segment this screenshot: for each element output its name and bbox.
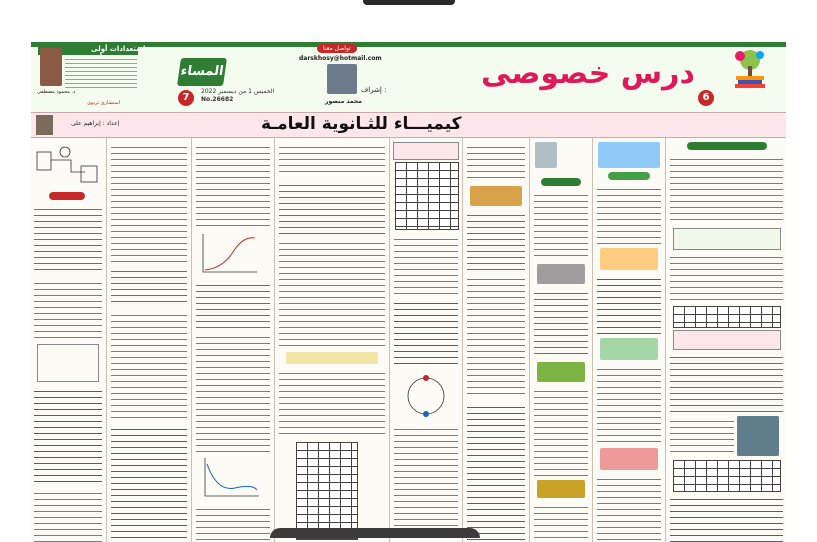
column-6 <box>464 138 528 542</box>
column-7 <box>531 138 591 542</box>
column-7-text-a <box>534 190 588 260</box>
columnist-text <box>65 56 137 90</box>
issue-number: No.26682 <box>201 96 234 103</box>
newspaper-logo: المساء <box>177 58 227 86</box>
column-7-image-d <box>537 480 585 498</box>
subject-banner <box>31 112 786 138</box>
supervisor-photo <box>327 64 357 94</box>
column-2-text-d <box>111 424 187 542</box>
column-4-text-a <box>279 142 385 176</box>
columnist-title: استشارى تربوى <box>87 100 121 106</box>
column-3-text-a <box>196 142 270 228</box>
columnist-banner-label: استعدادات أولى <box>91 45 146 53</box>
column-3-text-c <box>196 332 270 452</box>
column-8-image-a <box>598 142 660 168</box>
column-9-text-e <box>670 494 783 542</box>
column-4-text-c <box>279 238 385 348</box>
column-1-heading <box>49 192 85 200</box>
column-divider <box>106 138 107 542</box>
column-5-text-a <box>394 234 458 294</box>
bottom-shadow <box>270 528 480 538</box>
column-1 <box>31 138 105 542</box>
column-7-text-c <box>534 386 588 476</box>
column-divider <box>274 138 275 542</box>
column-9-text-a <box>670 154 783 224</box>
column-1-text-c <box>34 386 102 482</box>
column-6-text-c <box>467 274 525 398</box>
periodic-table <box>395 162 459 230</box>
issue-date: الخميس 1 من ديسمبر 2022 <box>201 88 275 95</box>
lab-apparatus-diagram <box>35 142 101 188</box>
column-6-text-b <box>467 210 525 270</box>
column-8-text-c <box>597 364 661 444</box>
column-1-text-d <box>34 488 102 542</box>
column-divider <box>665 138 666 542</box>
author-photo <box>36 115 53 135</box>
newspaper-spread <box>31 42 786 542</box>
contact-badge: تواصل معنا <box>317 44 357 53</box>
column-1-equation-box <box>37 344 99 382</box>
ribbon-callout <box>286 352 378 364</box>
column-4-text-d <box>279 368 385 438</box>
prepared-by: إعداد : إبراهيم على <box>71 120 120 127</box>
column-5-heading-box <box>393 142 459 160</box>
column-8 <box>594 138 664 542</box>
column-1-text-a <box>34 204 102 274</box>
column-9-highlight-box <box>673 330 781 350</box>
columnist-name: د. محمود مصطفى <box>37 89 76 95</box>
page-header <box>31 42 786 112</box>
column-divider <box>462 138 463 542</box>
column-4 <box>276 138 388 542</box>
column-8-text-b <box>597 274 661 334</box>
column-7-heading <box>541 178 581 186</box>
page-number-left: 7 <box>178 90 194 106</box>
column-7-text-d <box>534 502 588 542</box>
window-top-handle <box>363 0 455 5</box>
column-9-text-c <box>670 352 783 412</box>
data-table <box>296 442 358 540</box>
column-9-text-b <box>670 252 783 302</box>
column-2-text-b <box>111 266 187 306</box>
column-8-text-d <box>597 474 661 542</box>
column-3-text-d <box>196 504 270 542</box>
column-2-text-a <box>111 142 187 262</box>
column-8-image-b <box>600 248 658 270</box>
column-8-image-c <box>600 338 658 360</box>
column-7-image-c <box>537 362 585 382</box>
column-9-table-a <box>673 306 781 328</box>
columnist-photo <box>40 48 62 86</box>
contact-email[interactable]: darskhosy@hotmail.com <box>299 55 382 62</box>
column-divider <box>389 138 390 542</box>
column-9-image <box>737 416 779 456</box>
column-6-text-a <box>467 142 525 182</box>
column-7-image-a <box>535 142 557 168</box>
supervision-block <box>297 42 387 108</box>
column-1-text-b <box>34 278 102 338</box>
column-8-image-d <box>600 448 658 470</box>
column-9 <box>667 138 786 542</box>
columnist-box <box>31 42 151 112</box>
column-2-text-c <box>111 310 187 420</box>
column-8-text-a <box>597 184 661 244</box>
column-7-image-b <box>537 264 585 284</box>
subject-title: كيميـــاء للثـانوية العامـة <box>261 114 462 134</box>
column-3 <box>193 138 273 542</box>
column-7-text-b <box>534 288 588 358</box>
column-divider <box>191 138 192 542</box>
curve-graph <box>201 456 261 500</box>
column-5 <box>391 138 461 542</box>
page-number-right: 6 <box>698 90 714 106</box>
column-9-text-d <box>670 416 734 456</box>
reaction-graph <box>199 232 259 276</box>
column-9-table-b <box>673 460 781 492</box>
column-5-text-c <box>394 424 458 542</box>
column-4-text-b <box>279 180 385 234</box>
column-6-text-d <box>467 402 525 542</box>
section-title: درس خصوصى <box>481 56 695 91</box>
supervision-label: إشراف : <box>361 86 387 94</box>
column-5-text-b <box>394 298 458 368</box>
books-illustration-icon <box>726 46 774 88</box>
cycle-diagram <box>397 372 455 420</box>
supervisor-name: محمد منصور <box>325 98 362 105</box>
column-9-heading <box>687 142 767 150</box>
column-6-image <box>470 186 522 206</box>
column-8-heading <box>608 172 650 180</box>
column-2 <box>108 138 190 542</box>
column-divider <box>529 138 530 542</box>
column-divider <box>592 138 593 542</box>
column-9-note-box <box>673 228 781 250</box>
column-3-text-b <box>196 280 270 328</box>
